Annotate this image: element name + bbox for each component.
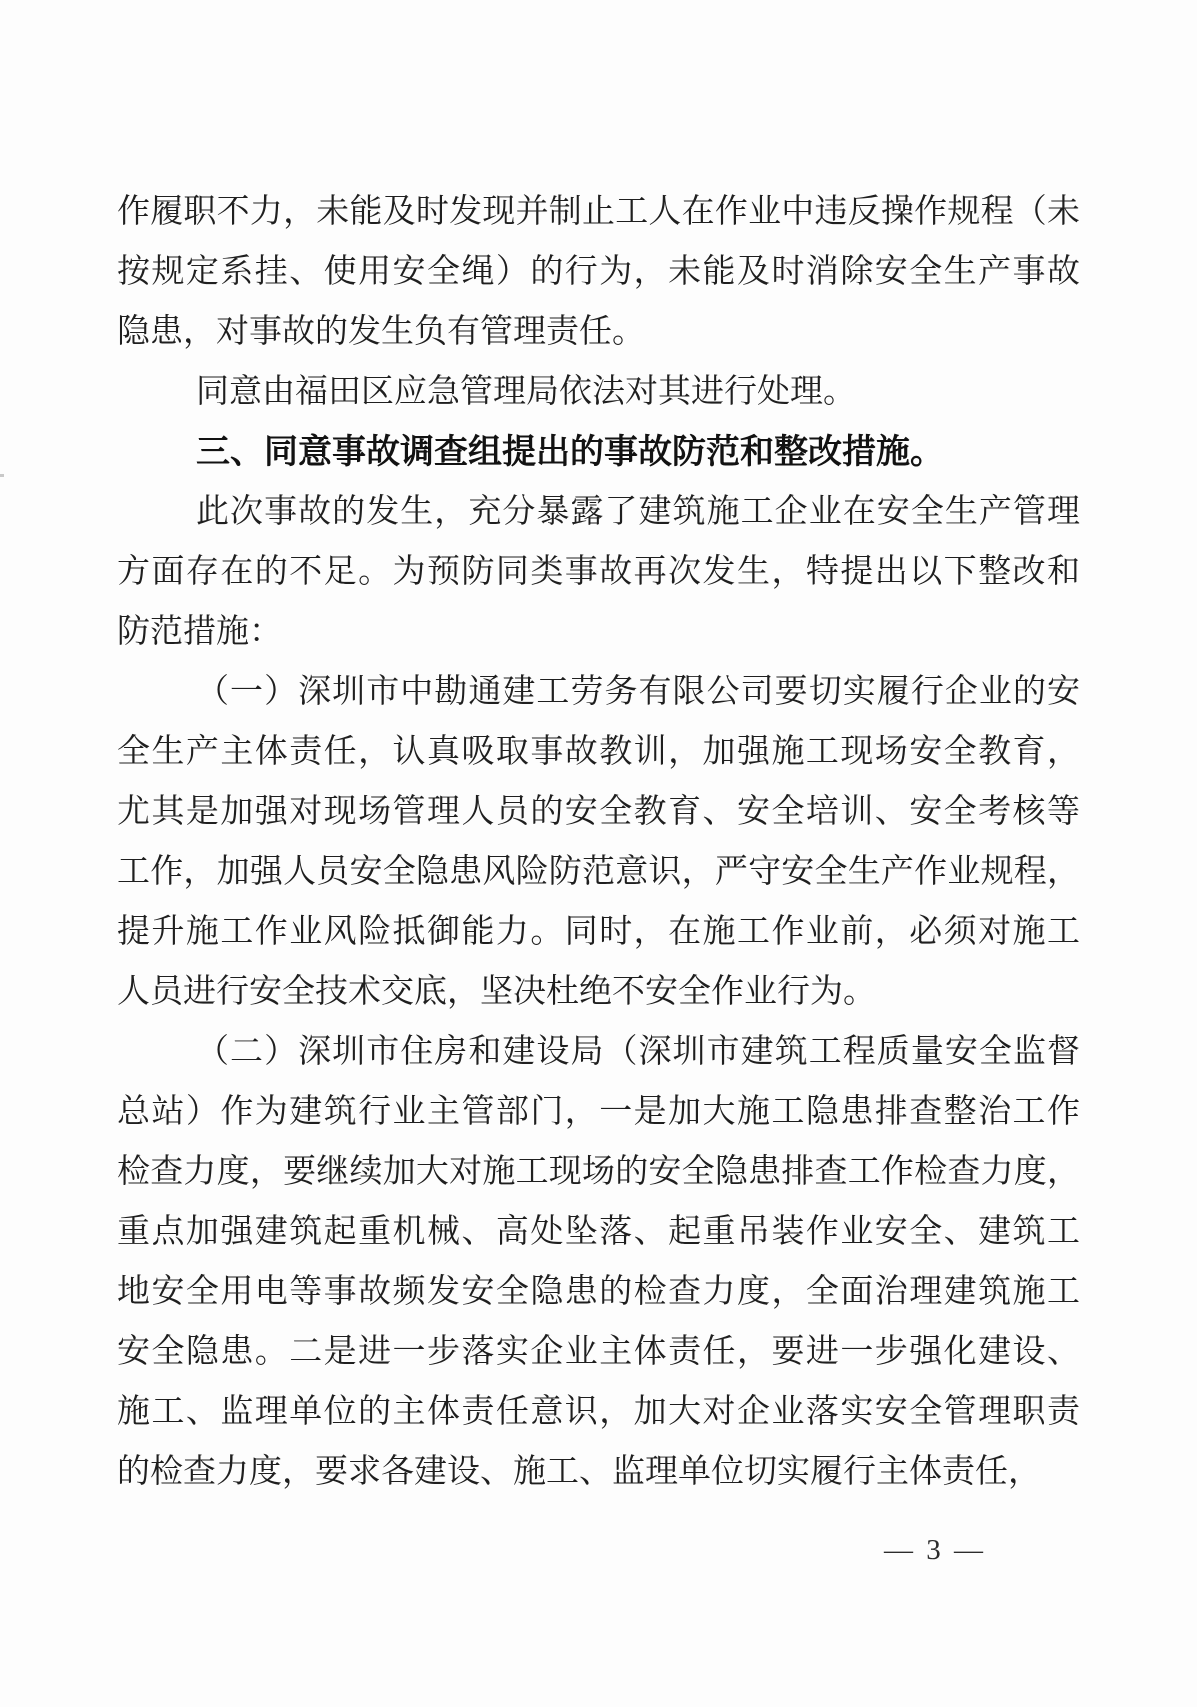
text-line: 全生产主体责任，认真吸取事故教训，加强施工现场安全教育， — [117, 734, 1080, 770]
text-line: （一）深圳市中勘通建工劳务有限公司要切实履行企业的安 — [196, 674, 1080, 710]
scan-artifact — [0, 474, 4, 477]
text-line: 工作，加强人员安全隐患风险防范意识，严守安全生产作业规程， — [117, 854, 1080, 890]
text-line: 的检查力度，要求各建设、施工、监理单位切实履行主体责任， — [117, 1454, 1041, 1490]
text-line: 隐患，对事故的发生负有管理责任。 — [117, 314, 645, 350]
text-line: （二）深圳市住房和建设局（深圳市建筑工程质量安全监督 — [196, 1034, 1080, 1070]
text-line: 检查力度，要继续加大对施工现场的安全隐患排查工作检查力度， — [117, 1154, 1080, 1190]
text-line: 安全隐患。二是进一步落实企业主体责任，要进一步强化建设、 — [117, 1334, 1080, 1370]
text-line: 地安全用电等事故频发安全隐患的检查力度，全面治理建筑施工 — [117, 1274, 1080, 1310]
text-line: 作履职不力，未能及时发现并制止工人在作业中违反操作规程（未 — [117, 194, 1080, 230]
text-line: 施工、监理单位的主体责任意识，加大对企业落实安全管理职责 — [117, 1394, 1080, 1430]
text-line: 重点加强建筑起重机械、高处坠落、起重吊装作业安全、建筑工 — [117, 1214, 1080, 1250]
text-line: 同意由福田区应急管理局依法对其进行处理。 — [196, 374, 856, 410]
text-line: 方面存在的不足。为预防同类事故再次发生，特提出以下整改和 — [117, 554, 1080, 590]
document-body — [117, 182, 1080, 1502]
section-heading: 三、同意事故调查组提出的事故防范和整改措施。 — [196, 433, 944, 471]
text-line: 此次事故的发生，充分暴露了建筑施工企业在安全生产管理 — [196, 494, 1080, 530]
text-line: 总站）作为建筑行业主管部门，一是加大施工隐患排查整治工作 — [117, 1094, 1080, 1130]
text-line: 按规定系挂、使用安全绳）的行为，未能及时消除安全生产事故 — [117, 254, 1080, 290]
text-line: 人员进行安全技术交底，坚决杜绝不安全作业行为。 — [117, 974, 876, 1010]
text-line: 防范措施： — [117, 614, 282, 650]
text-line: 尤其是加强对现场管理人员的安全教育、安全培训、安全考核等 — [117, 794, 1080, 830]
page-number: — 3 — — [884, 1534, 986, 1566]
text-line: 提升施工作业风险抵御能力。同时，在施工作业前，必须对施工 — [117, 914, 1080, 950]
